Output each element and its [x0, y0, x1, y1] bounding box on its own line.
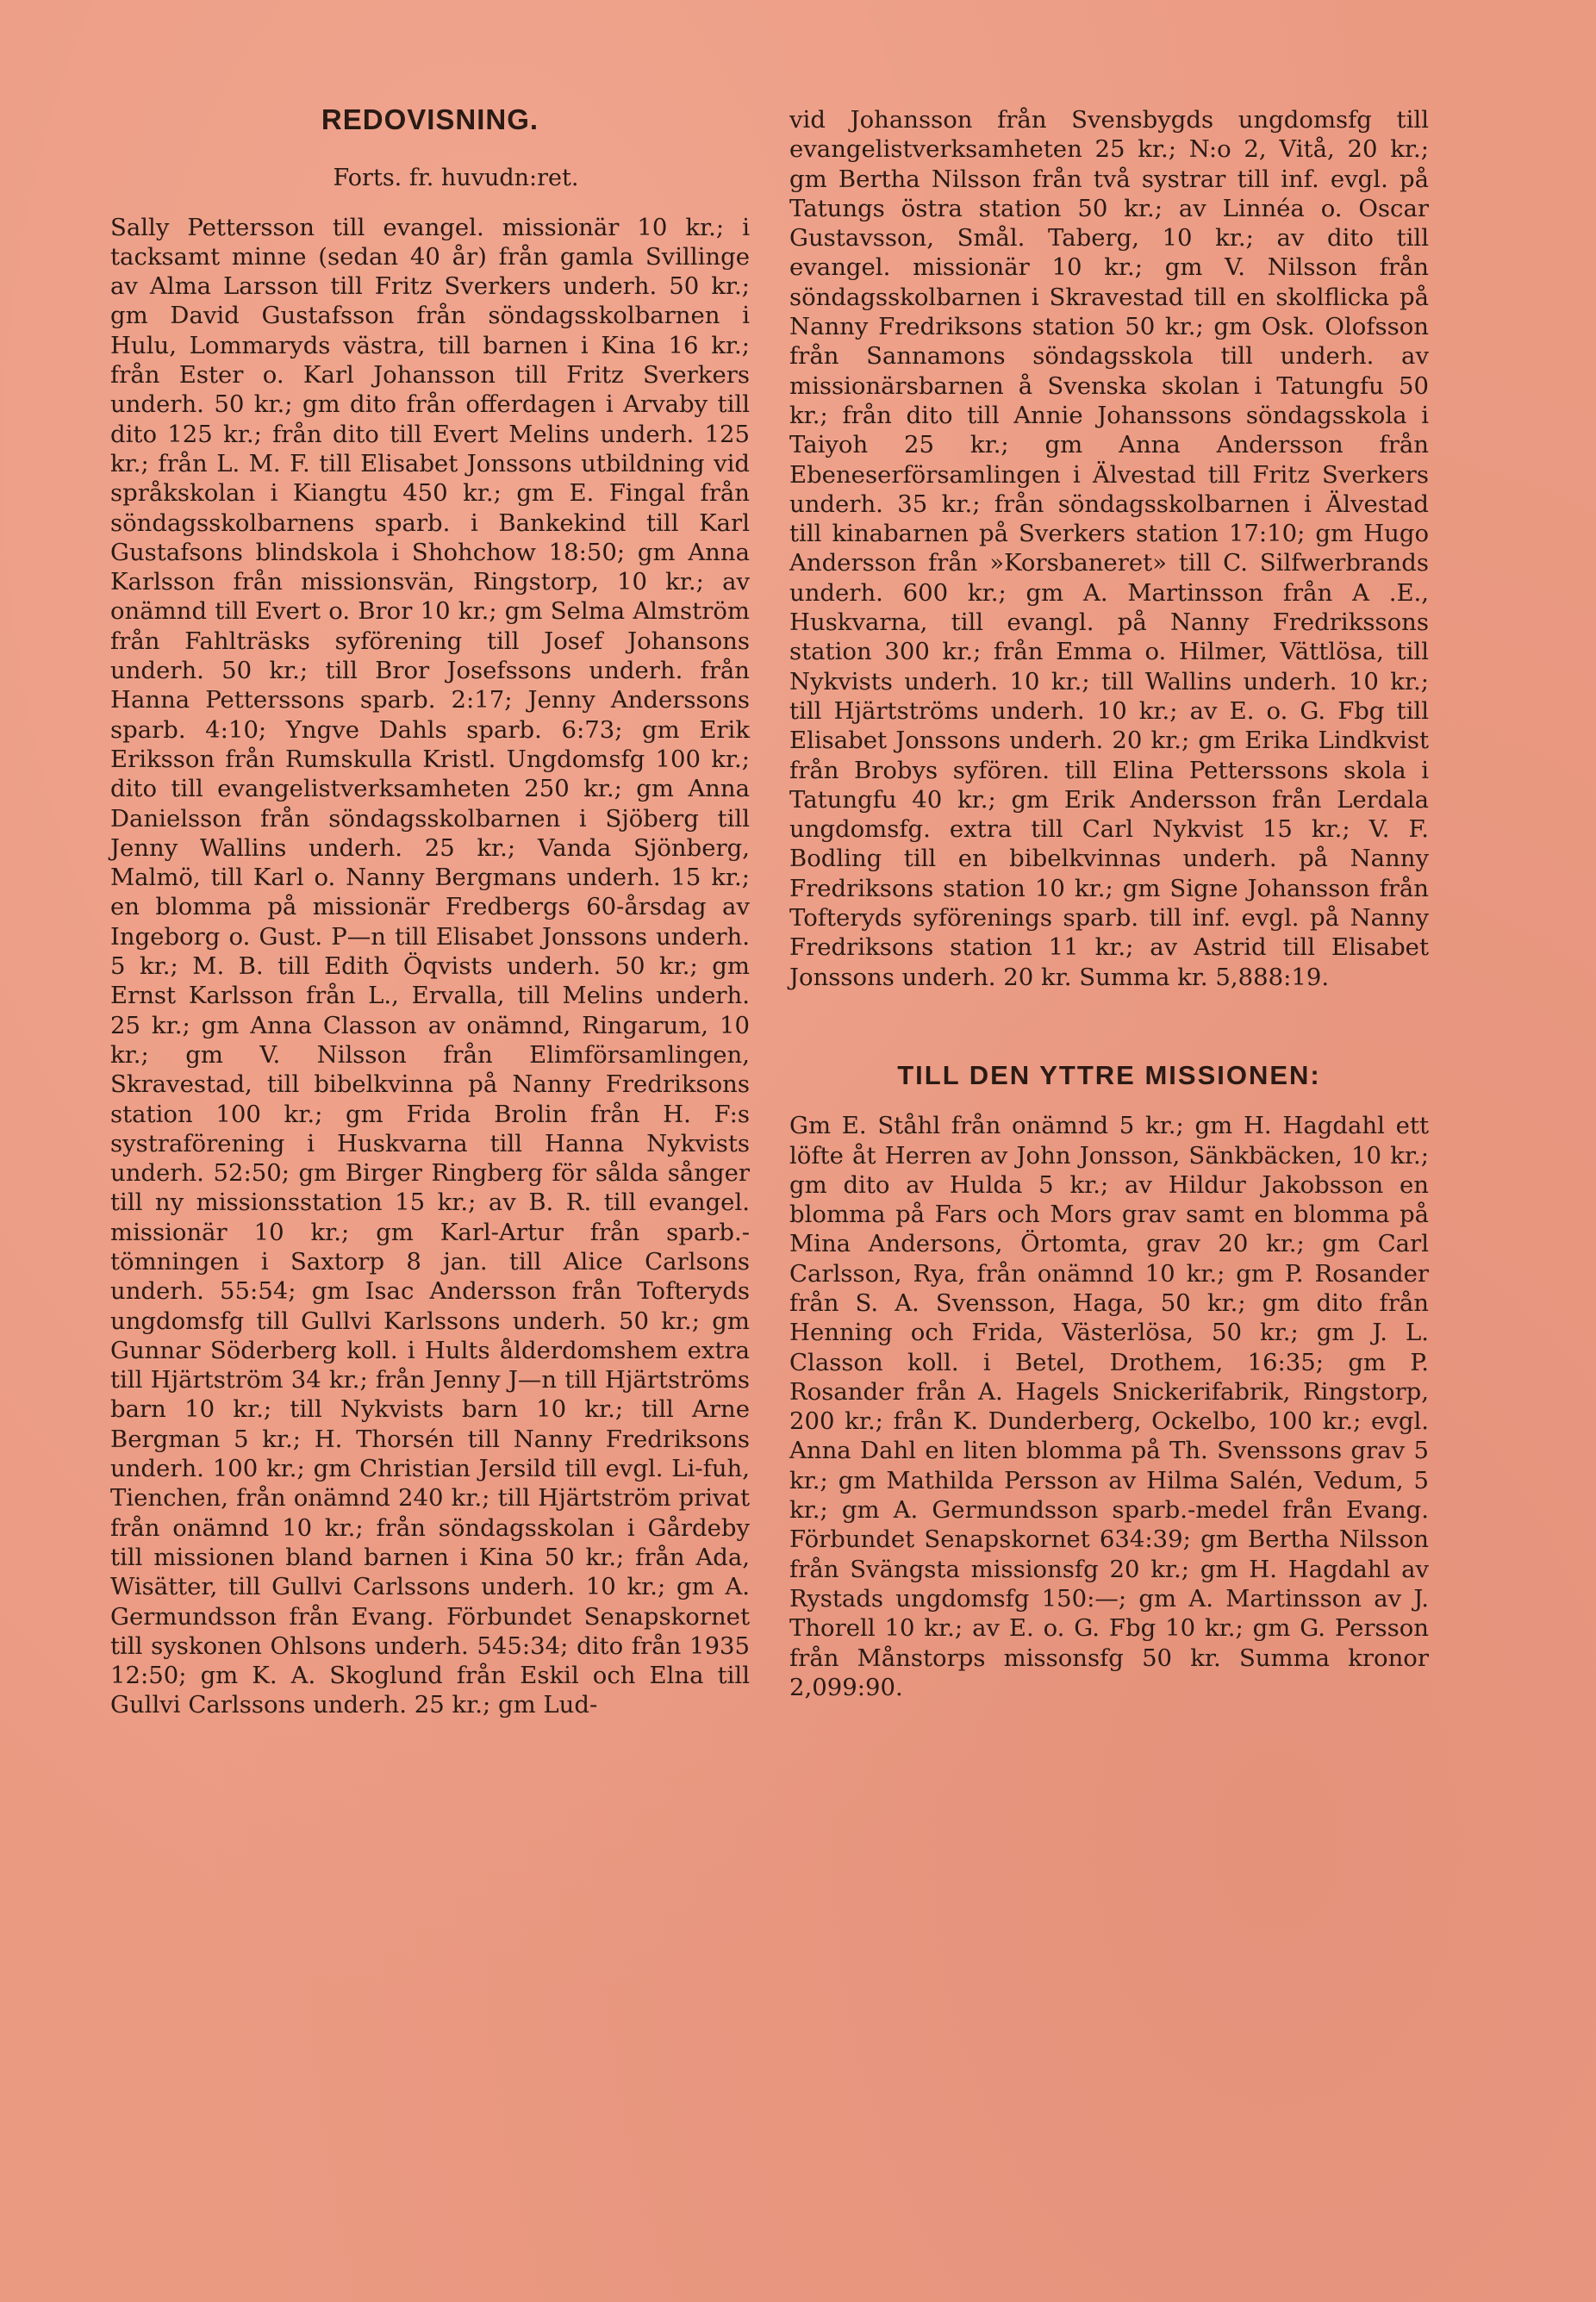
left-column — [110, 102, 750, 1720]
page-heading: REDOVISNING. — [321, 103, 539, 135]
ledger-text-right: vid Johansson från Svensbygds ungdomsfg till evangelistverksamheten 25 kr.; N:o 2, Vitå, 20 kr.; gm Bertha Nilsson från två systrar till inf. evgl. på Tatungs östra station 50 kr.; av Linnéa o. Oscar Gustavsson, Smål. Taberg, 10 kr.; av dito till evangel. missionär 10 kr.; gm V. Nilsson från söndagsskolbarnen i Skravestad till en skolflicka på Nanny Fredriksons station 50 kr.; gm Osk. Olofsson från Sannamons söndagsskola till underh. av missionärsbarnen å Svenska skolan i Tatungfu 50 kr.; från dito till Annie Johanssons söndagsskola i Taiyoh 25 kr.; gm Anna Andersson från Ebeneserförsamlingen i Älvestad till Fritz Sverkers underh. 35 kr.; från söndagsskolbarnen i Älvestad till kinabarnen på Sverkers station 17:10; gm Hugo Andersson från »Korsbaneret» till C. Silfwerbrands underh. 600 kr.; gm A. Martinsson från A .E., Huskvarna, till evangl. på Nanny Fredrikssons station 300 kr.; från Emma o. Hilmer, Vättlösa, till Nykvists underh. 10 kr.; till Wallins underh. 10 kr.; till Hjärtströms underh. 10 kr.; av E. o. G. Fbg till Elisabet Jonssons underh. 20 kr.; gm Erika Lindkvist från Brobys syfören. till Elina Petterssons skola i Tatungfu 40 kr.; gm Erik Andersson från Lerdala ungdomsfg. extra till Carl Nykvist 15 kr.; V. F. Bodling till en bibelkvinnas underh. på Nanny Fredriksons station 10 kr.; gm Signe Johansson från Tofteryds syförenings sparb. till inf. evgl. på Nanny Fredriksons station 11 kr.; av Astrid till Elisabet Jonssons underh. 20 kr. Summa kr. 5,888:19. — [789, 106, 1429, 991]
continuation-note: Forts. fr. huvudn:ret. — [333, 165, 579, 192]
ledger-text-foreign-mission: Gm E. Ståhl från onämnd 5 kr.; gm H. Hagdahl ett löfte åt Herren av John Jonsson, Sänkbäcken, 10 kr.; gm dito av Hulda 5 kr.; av Hildur Jakobsson en blomma på Fars och Mors grav samt en blomma på Mina Andersons, Örtomta, grav 20 kr.; gm Carl Carlsson, Rya, från onämnd 10 kr.; gm P. Rosander från S. A. Svensson, Haga, 50 kr.; gm dito från Henning och Frida, Västerlösa, 50 kr.; gm J. L. Classon koll. i Betel, Drothem, 16:35; gm P. Rosander från A. Hagels Snickerifabrik, Ringstorp, 200 kr.; från K. Dunderberg, Ockelbo, 100 kr.; evgl. Anna Dahl en liten blomma på Th. Svenssons grav 5 kr.; gm Mathilda Persson av Hilma Salén, Vedum, 5 kr.; gm A. Germundsson sparb.-medel från Evang. Förbundet Senapskornet 634:39; gm Bertha Nilsson från Svängsta missionsfg 20 kr.; gm H. Hagdahl av Rystads ungdomsfg 150:—; gm A. Martinsson av J. Thorell 10 kr.; av E. o. G. Fbg 10 kr.; gm G. Persson från Månstorps missonsfg 50 kr. Summa kronor 2,099:90. — [789, 1112, 1429, 1701]
right-column — [789, 105, 1429, 1702]
ledger-text-left: Sally Pettersson till evangel. missionär 10 kr.; i tacksamt minne (sedan 40 år) från gamla Svillinge av Alma Larsson till Fritz Sverkers underh. 50 kr.; gm David Gustafsson från söndagsskolbarnen i Hulu, Lommaryds västra, till barnen i Kina 16 kr.; från Ester o. Karl Johansson till Fritz Sverkers underh. 50 kr.; gm dito från offerdagen i Arvaby till dito 125 kr.; från dito till Evert Melins underh. 125 kr.; från L. M. F. till Elisabet Jonssons utbildning vid språkskolan i Kiangtu 450 kr.; gm E. Fingal från söndagsskolbarnens sparb. i Bankekind till Karl Gustafsons blindskola i Shohchow 18:50; gm Anna Karlsson från missionsvän, Ringstorp, 10 kr.; av onämnd till Evert o. Bror 10 kr.; gm Selma Almström från Fahlträsks syförening till Josef Johansons underh. 50 kr.; till Bror Josefssons underh. från Hanna Petterssons sparb. 2:17; Jenny Anderssons sparb. 4:10; Yngve Dahls sparb. 6:73; gm Erik Eriksson från Rumskulla Kristl. Ungdomsfg 100 kr.; dito till evangelistverksamheten 250 kr.; gm Anna Danielsson från söndagsskolbarnen i Sjöberg till Jenny Wallins underh. 25 kr.; Vanda Sjönberg, Malmö, till Karl o. Nanny Bergmans underh. 15 kr.; en blomma på missionär Fredbergs 60-årsdag av Ingeborg o. Gust. P—n till Elisabet Jonssons underh. 5 kr.; M. B. till Edith Öqvists underh. 50 kr.; gm Ernst Karlsson från L., Ervalla, till Melins underh. 25 kr.; gm Anna Classon av onämnd, Ringarum, 10 kr.; gm V. Nilsson från Elimförsamlingen, Skravestad, till bibelkvinna på Nanny Fredriksons station 100 kr.; gm Frida Brolin från H. F:s systraförening i Huskvarna till Hanna Nykvists underh. 52:50; gm Birger Ringberg för sålda sånger till ny missionsstation 15 kr.; av B. R. till evangel. missionär 10 kr.; gm Karl-Artur från sparb.-tömningen i Saxtorp 8 jan. till Alice Carlsons underh. 55:54; gm Isac Andersson från Tofteryds ungdomsfg till Gullvi Karlssons underh. 50 kr.; gm Gunnar Söderberg koll. i Hults ålderdomshem extra till Hjärtström 34 kr.; från Jenny J—n till Hjärtströms barn 10 kr.; till Nykvists barn 10 kr.; till Arne Bergman 5 kr.; H. Thorsén till Nanny Fredriksons underh. 100 kr.; gm Christian Jersild till evgl. Li-fuh, Tienchen, från onämnd 240 kr.; till Hjärtström privat från onämnd 10 kr.; från söndagsskolan i Gårdeby till missionen bland barnen i Kina 50 kr.; från Ada, Wisätter, till Gullvi Carlssons underh. 10 kr.; gm A. Germundsson från Evang. Förbundet Senapskornet till syskonen Ohlsons underh. 545:34; dito från 1935 12:50; gm K. A. Skoglund från Eskil och Elna till Gullvi Carlssons underh. 25 kr.; gm Lud- — [110, 213, 750, 1719]
section-heading-foreign-mission: TILL DEN YTTRE MISSIONEN: — [897, 1059, 1321, 1090]
